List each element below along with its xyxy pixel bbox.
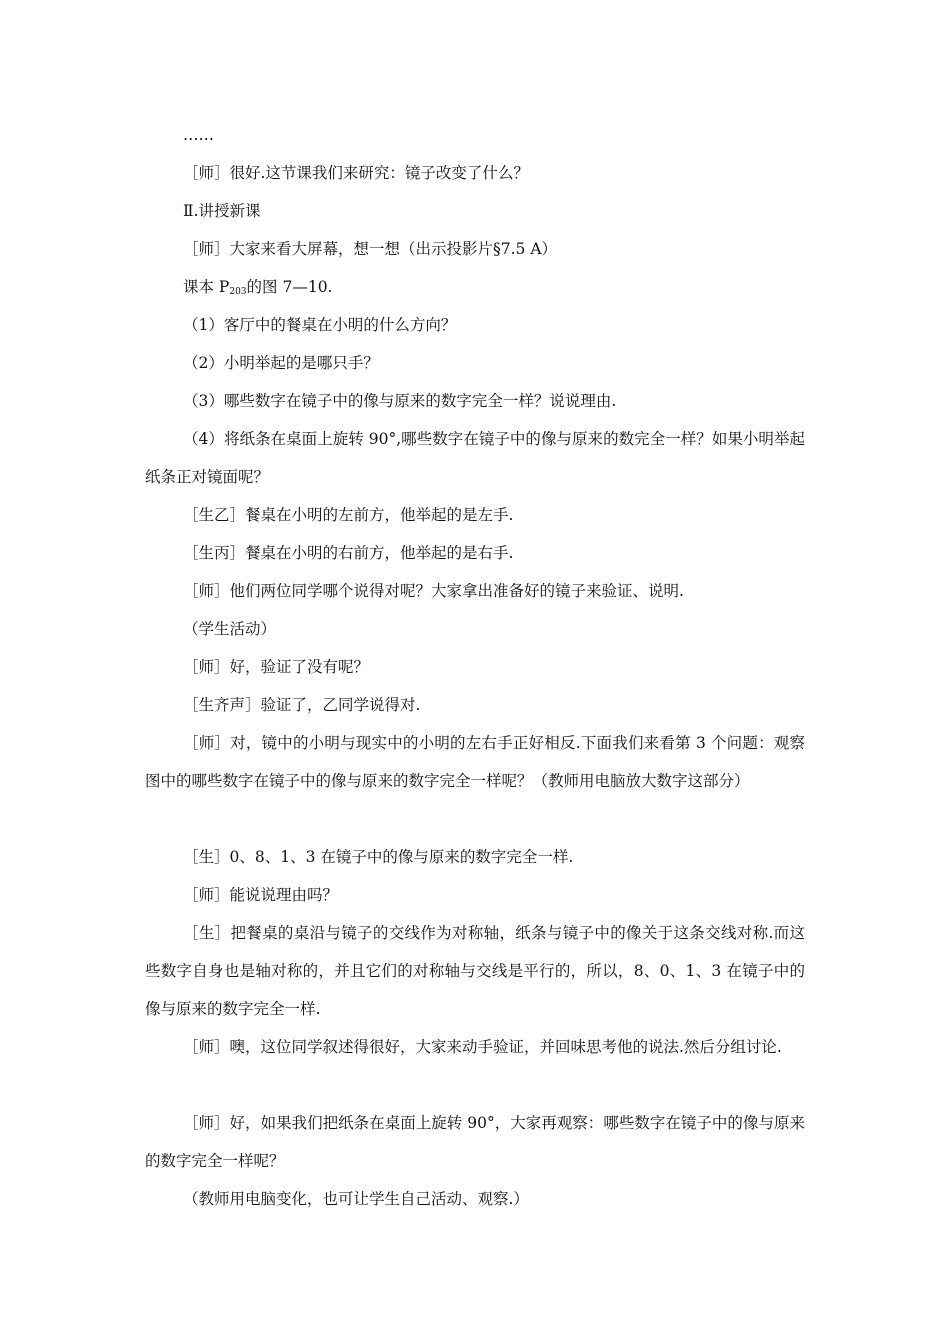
teacher-verify-paragraph: ［师］他们两位同学哪个说得对呢？大家拿出准备好的镜子来验证、说明. — [183, 582, 684, 600]
section-heading: Ⅱ.讲授新课 — [183, 202, 261, 220]
textbook-reference-prefix: 课本 P — [183, 278, 230, 296]
teacher-intro-paragraph: ［师］很好.这节课我们来研究：镜子改变了什么？ — [183, 164, 529, 182]
student-symmetry-explanation: ［生］把餐桌的桌沿与镜子的交线作为对称轴，纸条与镜子中的像关于这条交线对称.而这些数字自身也是轴对称的，并且它们的对称轴与交线是平行的，所以，8、0、1、3 在镜子中的像与原来的数字完全一样. — [145, 924, 805, 1018]
teacher-computer-note: （教师用电脑变化，也可让学生自己活动、观察.） — [183, 1190, 529, 1208]
question-3: （3）哪些数字在镜子中的像与原来的数字完全一样？说说理由. — [183, 392, 617, 410]
teacher-mirror-explanation: ［师］对，镜中的小明与现实中的小明的左右手正好相反.下面我们来看第 3 个问题：观察图中的哪些数字在镜子中的像与原来的数字完全一样呢？（教师用电脑放大数字这部分） — [145, 734, 805, 790]
ellipsis-paragraph: …… — [183, 126, 214, 144]
student-digits-answer: ［生］0、8、1、3 在镜子中的像与原来的数字完全一样. — [183, 848, 574, 866]
teacher-rotation-question: ［师］好，如果我们把纸条在桌面上旋转 90°，大家再观察：哪些数字在镜子中的像与原来的数字完全一样呢？ — [145, 1114, 805, 1170]
teacher-discussion-paragraph: ［师］噢，这位同学叙述得很好，大家来动手验证，并回味思考他的说法.然后分组讨论. — [183, 1038, 782, 1056]
teacher-reason-question: ［师］能说说理由吗？ — [183, 886, 339, 904]
question-1: （1）客厅中的餐桌在小明的什么方向？ — [183, 316, 457, 334]
teacher-screen-paragraph: ［师］大家来看大屏幕，想一想（出示投影片§7.5 A） — [183, 240, 558, 258]
student-bing-answer: ［生丙］餐桌在小明的右前方，他举起的是右手. — [183, 544, 514, 562]
student-yi-answer: ［生乙］餐桌在小明的左前方，他举起的是左手. — [183, 506, 514, 524]
students-chorus-answer: ［生齐声］验证了，乙同学说得对. — [183, 696, 421, 714]
teacher-check-paragraph: ［师］好，验证了没有呢？ — [183, 658, 370, 676]
page-number-subscript: 203 — [229, 287, 247, 297]
textbook-reference-suffix: 的图 7—10. — [246, 278, 333, 296]
question-2: （2）小明举起的是哪只手？ — [183, 354, 379, 372]
textbook-reference-paragraph — [145, 268, 805, 306]
question-4: （4）将纸条在桌面上旋转 90°,哪些数字在镜子中的像与原来的数完全一样？如果小明举起纸条正对镜面呢？ — [145, 430, 805, 486]
student-activity-note: （学生活动） — [183, 620, 277, 638]
